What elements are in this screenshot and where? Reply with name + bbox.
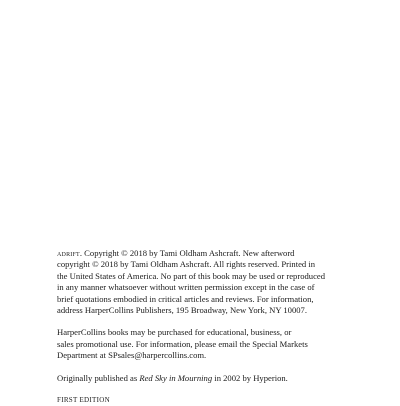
copyright-line: address HarperCollins Publishers, 195 Broadway, New York, NY 10007. <box>57 305 307 316</box>
original-publication-notice <box>57 373 357 384</box>
edition-label: FIRST EDITION <box>57 396 110 405</box>
paragraph-gap <box>57 316 357 327</box>
cut-off-text-line <box>57 392 357 400</box>
copyright-text-block <box>57 248 357 406</box>
special-sales-notice <box>57 327 357 361</box>
sales-line: HarperCollins books may be purchased for educational, business, or <box>57 327 292 338</box>
original-title: Red Sky in Mourning <box>139 372 213 383</box>
sales-line: Department at SPsales@harpercollins.com. <box>57 350 207 361</box>
original-prefix: Originally published as <box>57 372 140 383</box>
copyright-line: adrift. Copyright © 2018 by Tami Oldham Ashcraft. New afterword <box>57 248 295 258</box>
copyright-line: the United States of America. No part of this book may be used or reproduced <box>57 270 326 281</box>
copyright-notice <box>57 248 357 316</box>
paragraph-gap <box>57 362 357 373</box>
copyright-line: brief quotations embodied in critical articles and reviews. For information, <box>57 293 314 304</box>
sales-line: sales promotional use. For information, please email the Special Markets <box>57 338 308 349</box>
original-suffix: in 2002 by Hyperion. <box>212 372 288 383</box>
copyright-line: copyright © 2018 by Tami Oldham Ashcraft. All rights reserved. Printed in <box>57 259 316 270</box>
copyright-line: in any manner whatsoever without written permission except in the case of <box>57 282 315 293</box>
